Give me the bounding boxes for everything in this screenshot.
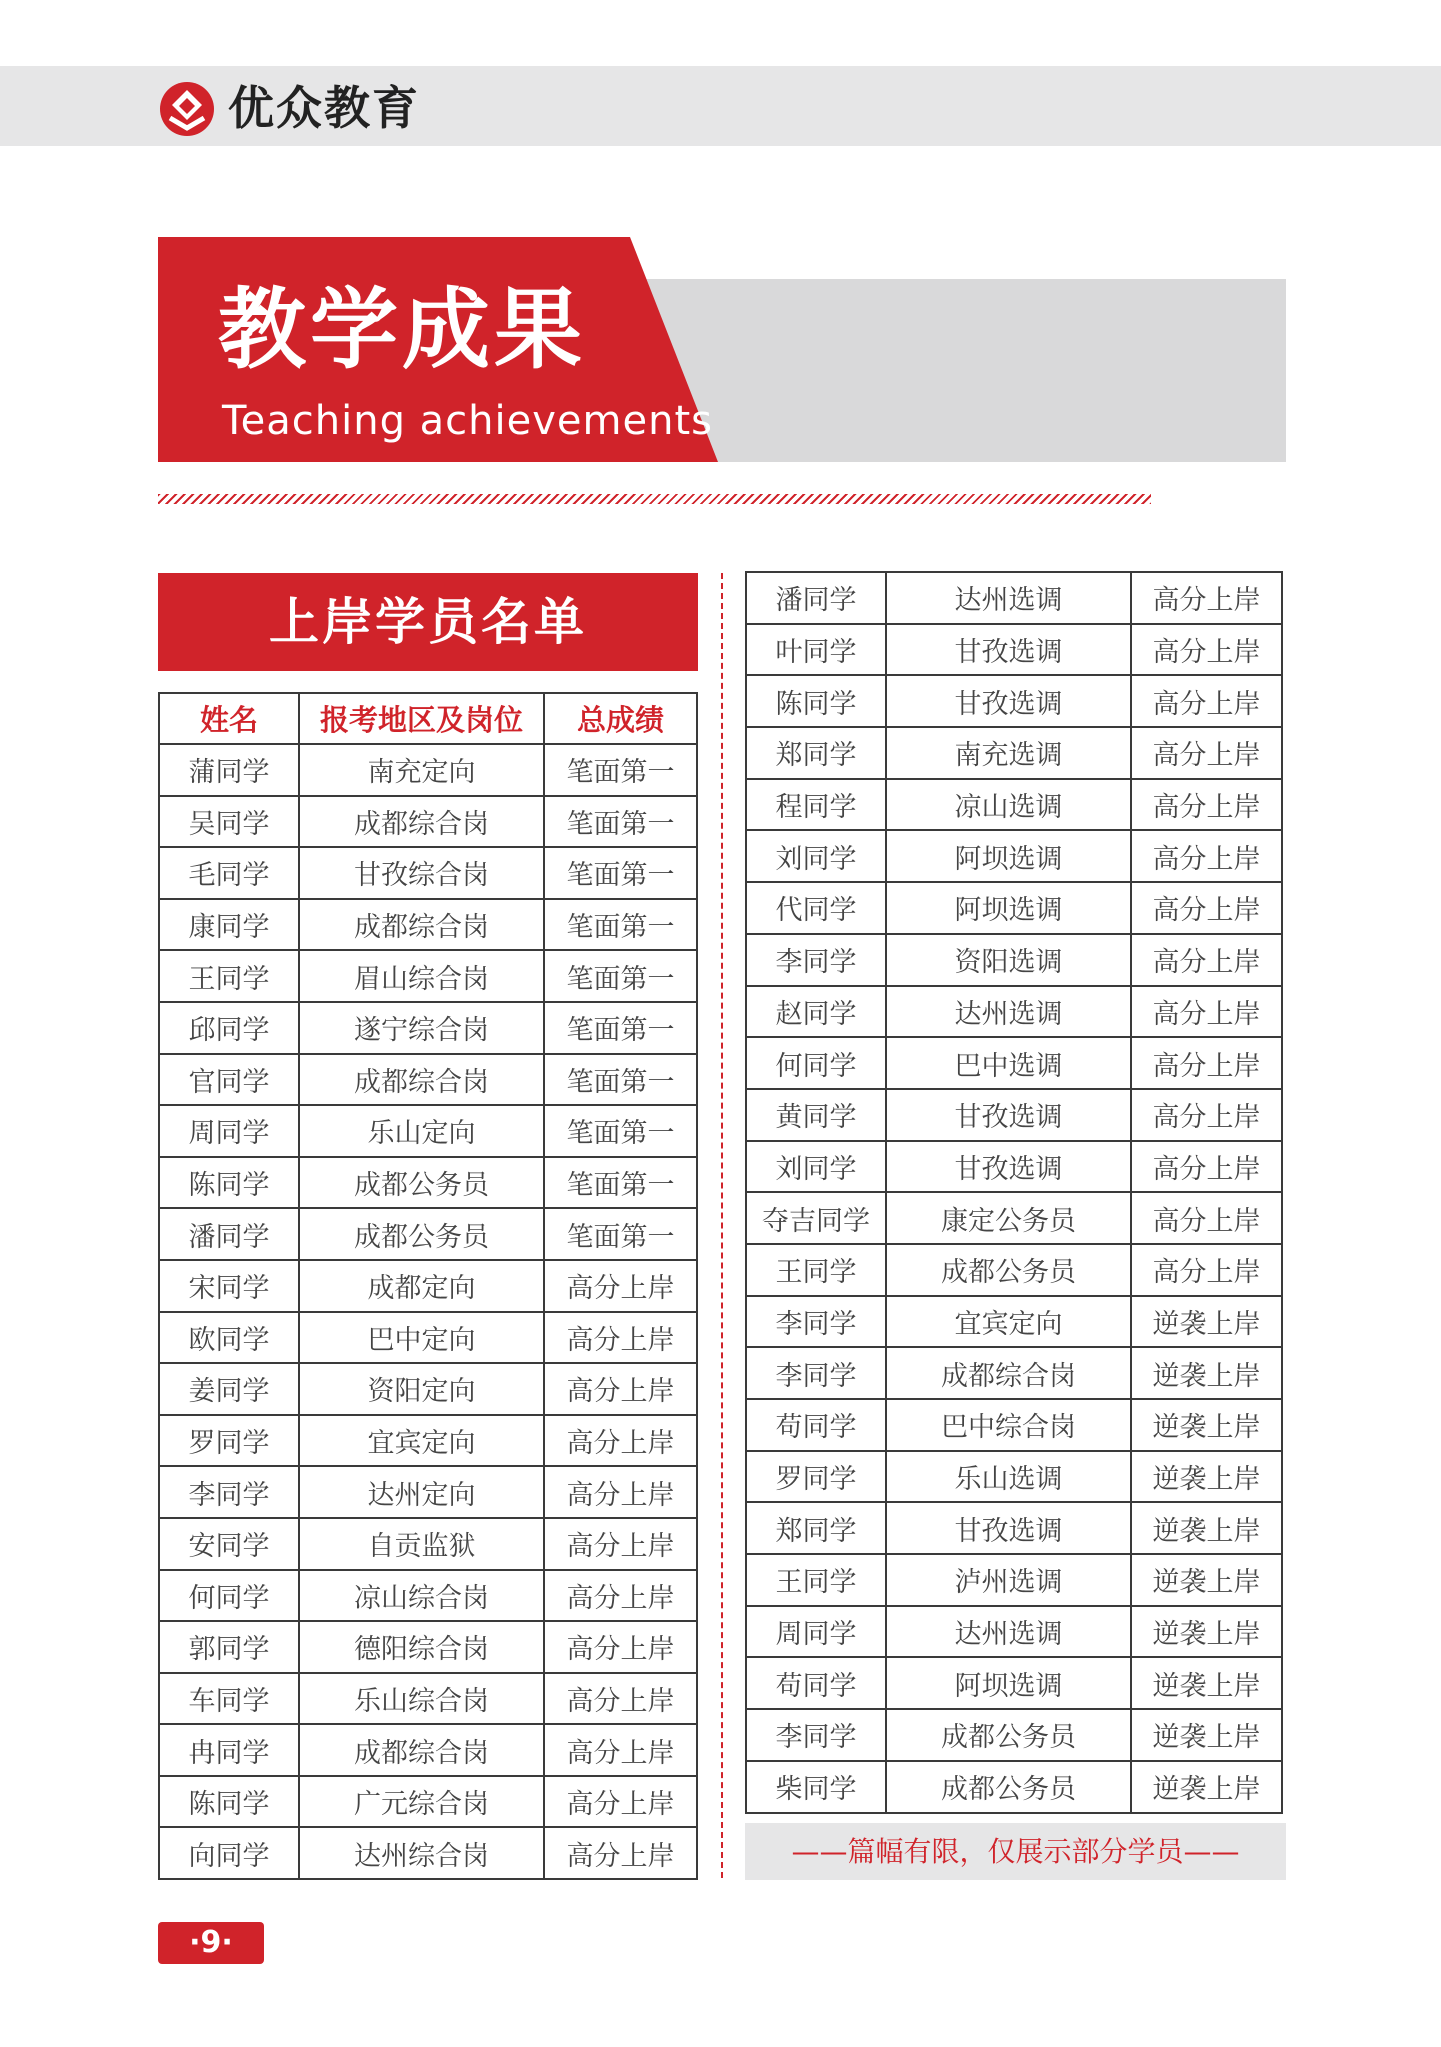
cell-region-post: 德阳综合岗 — [299, 1621, 544, 1673]
cell-name: 向同学 — [159, 1827, 299, 1879]
cell-region-post: 成都综合岗 — [299, 1724, 544, 1776]
table-row — [159, 1208, 697, 1260]
cell-name: 邱同学 — [159, 1002, 299, 1054]
table-row — [746, 624, 1282, 676]
cell-name: 李同学 — [746, 1296, 886, 1348]
cell-name: 夺吉同学 — [746, 1192, 886, 1244]
cell-region-post: 巴中选调 — [886, 1037, 1131, 1089]
cell-name: 潘同学 — [746, 572, 886, 624]
cell-name: 周同学 — [159, 1105, 299, 1157]
cell-name: 代同学 — [746, 882, 886, 934]
table-row — [159, 796, 697, 848]
cell-name: 吴同学 — [159, 796, 299, 848]
table-row — [746, 1192, 1282, 1244]
cell-score: 高分上岸 — [544, 1518, 697, 1570]
table-row — [746, 1347, 1282, 1399]
cell-score: 高分上岸 — [544, 1363, 697, 1415]
cell-score: 逆袭上岸 — [1131, 1347, 1282, 1399]
cell-score: 笔面第一 — [544, 796, 697, 848]
brand-logo-icon — [158, 80, 216, 138]
cell-region-post: 达州选调 — [886, 986, 1131, 1038]
cell-region-post: 凉山综合岗 — [299, 1570, 544, 1622]
cell-region-post: 巴中综合岗 — [886, 1399, 1131, 1451]
cell-region-post: 达州综合岗 — [299, 1827, 544, 1879]
cell-region-post: 甘孜选调 — [886, 1089, 1131, 1141]
cell-score: 高分上岸 — [1131, 986, 1282, 1038]
cell-region-post: 南充定向 — [299, 744, 544, 796]
cell-name: 刘同学 — [746, 830, 886, 882]
cell-region-post: 甘孜选调 — [886, 1502, 1131, 1554]
table-row — [746, 727, 1282, 779]
cell-score: 高分上岸 — [1131, 1244, 1282, 1296]
cell-name: 郑同学 — [746, 727, 886, 779]
cell-name: 宋同学 — [159, 1260, 299, 1312]
cell-region-post: 成都综合岗 — [886, 1347, 1131, 1399]
table-row — [159, 1621, 697, 1673]
cell-score: 高分上岸 — [1131, 1037, 1282, 1089]
cell-region-post: 乐山定向 — [299, 1105, 544, 1157]
cell-score: 高分上岸 — [544, 1312, 697, 1364]
hero-title: 教学成果 — [218, 278, 587, 381]
table-row — [746, 1244, 1282, 1296]
cell-region-post: 成都综合岗 — [299, 1054, 544, 1106]
table-row — [746, 1709, 1282, 1761]
table-row — [746, 1399, 1282, 1451]
cell-score: 高分上岸 — [544, 1260, 697, 1312]
cell-region-post: 成都公务员 — [299, 1208, 544, 1260]
table-row — [159, 1157, 697, 1209]
table-row — [159, 1415, 697, 1467]
cell-score: 笔面第一 — [544, 950, 697, 1002]
cell-score: 高分上岸 — [1131, 882, 1282, 934]
table-row — [746, 1657, 1282, 1709]
cell-name: 王同学 — [159, 950, 299, 1002]
cell-region-post: 阿坝选调 — [886, 882, 1131, 934]
hero-gray-panel — [630, 279, 1286, 462]
table-row — [746, 1451, 1282, 1503]
cell-name: 罗同学 — [746, 1451, 886, 1503]
cell-region-post: 达州定向 — [299, 1466, 544, 1518]
table-row — [746, 830, 1282, 882]
table-row — [746, 986, 1282, 1038]
cell-region-post: 成都公务员 — [299, 1157, 544, 1209]
cell-region-post: 甘孜选调 — [886, 675, 1131, 727]
cell-score: 高分上岸 — [1131, 624, 1282, 676]
header-score: 总成绩 — [544, 693, 697, 744]
table-row — [159, 1673, 697, 1725]
cell-region-post: 广元综合岗 — [299, 1776, 544, 1828]
brand-name: 优众教育 — [228, 81, 420, 135]
table-row — [746, 572, 1282, 624]
cell-region-post: 阿坝选调 — [886, 1657, 1131, 1709]
cell-name: 王同学 — [746, 1554, 886, 1606]
cell-score: 笔面第一 — [544, 899, 697, 951]
footnote-banner — [745, 1823, 1286, 1880]
cell-score: 高分上岸 — [544, 1466, 697, 1518]
table-row — [159, 1054, 697, 1106]
table-row — [159, 1518, 697, 1570]
table-row — [159, 1466, 697, 1518]
table-row — [746, 934, 1282, 986]
table-row — [746, 1761, 1282, 1813]
cell-name: 蒲同学 — [159, 744, 299, 796]
table-row — [159, 1312, 697, 1364]
cell-name: 李同学 — [159, 1466, 299, 1518]
page-number: ·9· — [189, 1925, 233, 1960]
cell-name: 程同学 — [746, 779, 886, 831]
cell-score: 高分上岸 — [1131, 830, 1282, 882]
cell-score: 笔面第一 — [544, 847, 697, 899]
cell-name: 罗同学 — [159, 1415, 299, 1467]
cell-score: 逆袭上岸 — [1131, 1451, 1282, 1503]
cell-score: 笔面第一 — [544, 1208, 697, 1260]
cell-score: 逆袭上岸 — [1131, 1554, 1282, 1606]
cell-region-post: 成都公务员 — [886, 1709, 1131, 1761]
cell-name: 陈同学 — [159, 1157, 299, 1209]
cell-score: 高分上岸 — [1131, 1192, 1282, 1244]
table-row — [159, 1570, 697, 1622]
cell-score: 逆袭上岸 — [1131, 1657, 1282, 1709]
cell-region-post: 乐山选调 — [886, 1451, 1131, 1503]
table-row — [746, 1554, 1282, 1606]
cell-score: 逆袭上岸 — [1131, 1502, 1282, 1554]
cell-region-post: 达州选调 — [886, 1606, 1131, 1658]
cell-name: 欧同学 — [159, 1312, 299, 1364]
cell-score: 高分上岸 — [544, 1776, 697, 1828]
top-header-bar — [0, 66, 1441, 146]
cell-name: 车同学 — [159, 1673, 299, 1725]
right-student-table — [745, 571, 1283, 1814]
cell-name: 李同学 — [746, 1709, 886, 1761]
cell-region-post: 成都公务员 — [886, 1761, 1131, 1813]
header-name: 姓名 — [159, 693, 299, 744]
cell-name: 柴同学 — [746, 1761, 886, 1813]
table-row — [746, 1606, 1282, 1658]
table-row — [159, 1260, 697, 1312]
cell-score: 笔面第一 — [544, 1002, 697, 1054]
cell-region-post: 资阳定向 — [299, 1363, 544, 1415]
cell-name: 郑同学 — [746, 1502, 886, 1554]
table-row — [746, 779, 1282, 831]
hatched-divider — [158, 494, 1151, 504]
cell-name: 李同学 — [746, 1347, 886, 1399]
cell-region-post: 成都公务员 — [886, 1244, 1131, 1296]
cell-region-post: 宜宾定向 — [299, 1415, 544, 1467]
cell-name: 苟同学 — [746, 1399, 886, 1451]
table-row — [159, 1002, 697, 1054]
cell-score: 笔面第一 — [544, 1157, 697, 1209]
cell-region-post: 遂宁综合岗 — [299, 1002, 544, 1054]
cell-score: 高分上岸 — [1131, 1141, 1282, 1193]
table-row — [159, 1724, 697, 1776]
table-row — [159, 899, 697, 951]
table-row — [746, 1141, 1282, 1193]
cell-region-post: 眉山综合岗 — [299, 950, 544, 1002]
cell-score: 高分上岸 — [1131, 779, 1282, 831]
cell-score: 高分上岸 — [544, 1827, 697, 1879]
cell-name: 郭同学 — [159, 1621, 299, 1673]
cell-region-post: 巴中定向 — [299, 1312, 544, 1364]
cell-region-post: 成都综合岗 — [299, 899, 544, 951]
cell-name: 姜同学 — [159, 1363, 299, 1415]
table-row — [159, 950, 697, 1002]
cell-region-post: 康定公务员 — [886, 1192, 1131, 1244]
table-row — [746, 1037, 1282, 1089]
table-row — [159, 847, 697, 899]
table-row — [159, 1105, 697, 1157]
cell-name: 王同学 — [746, 1244, 886, 1296]
page-number-badge — [158, 1922, 264, 1964]
hero-subtitle: Teaching achievements — [222, 398, 713, 444]
cell-name: 刘同学 — [746, 1141, 886, 1193]
cell-region-post: 成都综合岗 — [299, 796, 544, 848]
cell-score: 高分上岸 — [1131, 727, 1282, 779]
cell-region-post: 南充选调 — [886, 727, 1131, 779]
cell-score: 高分上岸 — [544, 1415, 697, 1467]
cell-score: 高分上岸 — [1131, 675, 1282, 727]
cell-region-post: 乐山综合岗 — [299, 1673, 544, 1725]
cell-name: 官同学 — [159, 1054, 299, 1106]
cell-name: 陈同学 — [159, 1776, 299, 1828]
cell-region-post: 阿坝选调 — [886, 830, 1131, 882]
cell-name: 叶同学 — [746, 624, 886, 676]
table-row — [159, 1827, 697, 1879]
table-row — [746, 1296, 1282, 1348]
cell-score: 笔面第一 — [544, 1054, 697, 1106]
cell-name: 毛同学 — [159, 847, 299, 899]
left-student-table — [158, 692, 698, 1880]
cell-region-post: 成都定向 — [299, 1260, 544, 1312]
table-row — [159, 1363, 697, 1415]
dashed-column-separator — [721, 573, 723, 1878]
cell-region-post: 甘孜选调 — [886, 624, 1131, 676]
list-title: 上岸学员名单 — [269, 593, 587, 651]
cell-score: 逆袭上岸 — [1131, 1606, 1282, 1658]
cell-region-post: 泸州选调 — [886, 1554, 1131, 1606]
cell-region-post: 宜宾定向 — [886, 1296, 1131, 1348]
cell-name: 何同学 — [159, 1570, 299, 1622]
cell-score: 高分上岸 — [544, 1673, 697, 1725]
cell-name: 陈同学 — [746, 675, 886, 727]
table-row — [746, 882, 1282, 934]
cell-region-post: 自贡监狱 — [299, 1518, 544, 1570]
cell-name: 康同学 — [159, 899, 299, 951]
cell-region-post: 资阳选调 — [886, 934, 1131, 986]
cell-name: 安同学 — [159, 1518, 299, 1570]
cell-name: 苟同学 — [746, 1657, 886, 1709]
footnote-text: ——篇幅有限，仅展示部分学员—— — [791, 1835, 1240, 1868]
cell-name: 冉同学 — [159, 1724, 299, 1776]
cell-name: 李同学 — [746, 934, 886, 986]
cell-name: 黄同学 — [746, 1089, 886, 1141]
table-row — [746, 675, 1282, 727]
cell-score: 高分上岸 — [1131, 572, 1282, 624]
cell-score: 逆袭上岸 — [1131, 1761, 1282, 1813]
table-row — [159, 744, 697, 796]
cell-score: 高分上岸 — [544, 1621, 697, 1673]
cell-region-post: 达州选调 — [886, 572, 1131, 624]
cell-region-post: 凉山选调 — [886, 779, 1131, 831]
cell-score: 笔面第一 — [544, 744, 697, 796]
cell-score: 笔面第一 — [544, 1105, 697, 1157]
list-title-banner — [158, 573, 698, 671]
cell-name: 周同学 — [746, 1606, 886, 1658]
table-header-row — [159, 693, 697, 744]
cell-score: 高分上岸 — [1131, 1089, 1282, 1141]
cell-region-post: 甘孜综合岗 — [299, 847, 544, 899]
table-row — [746, 1089, 1282, 1141]
cell-name: 何同学 — [746, 1037, 886, 1089]
cell-score: 逆袭上岸 — [1131, 1709, 1282, 1761]
cell-score: 逆袭上岸 — [1131, 1296, 1282, 1348]
cell-name: 潘同学 — [159, 1208, 299, 1260]
cell-region-post: 甘孜选调 — [886, 1141, 1131, 1193]
header-region-post: 报考地区及岗位 — [299, 693, 544, 744]
cell-score: 高分上岸 — [1131, 934, 1282, 986]
table-row — [746, 1502, 1282, 1554]
cell-name: 赵同学 — [746, 986, 886, 1038]
cell-score: 高分上岸 — [544, 1570, 697, 1622]
cell-score: 高分上岸 — [544, 1724, 697, 1776]
table-row — [159, 1776, 697, 1828]
cell-score: 逆袭上岸 — [1131, 1399, 1282, 1451]
